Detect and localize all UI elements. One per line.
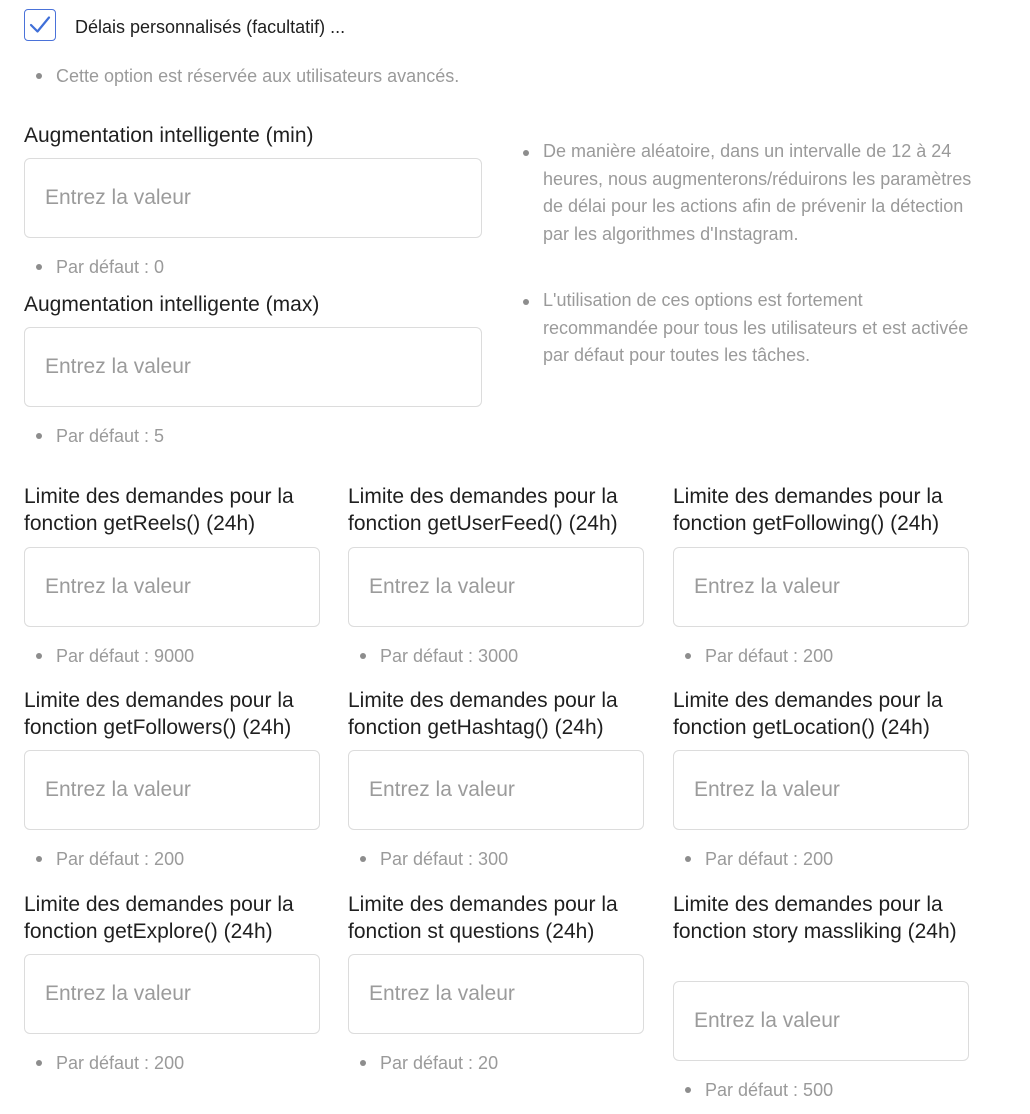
bullet-dot bbox=[685, 653, 691, 659]
bullet-dot bbox=[523, 299, 529, 305]
limit-gethashtag-input[interactable] bbox=[348, 750, 644, 830]
limit-getlocation-label: Limite des demandes pour la fonction getLocation() (24h) bbox=[673, 689, 943, 739]
bullet-dot bbox=[360, 856, 366, 862]
bullet-dot bbox=[360, 653, 366, 659]
bullet-dot bbox=[36, 653, 42, 659]
smart-increase-min-input[interactable] bbox=[24, 158, 482, 238]
checkmark-icon bbox=[29, 15, 51, 35]
bullet-dot bbox=[523, 150, 529, 156]
limit-getuserfeed-label: Limite des demandes pour la fonction getUserFeed() (24h) bbox=[348, 485, 618, 535]
bullet-dot bbox=[685, 856, 691, 862]
bullet-dot bbox=[360, 1060, 366, 1066]
bullet-dot bbox=[36, 1060, 42, 1066]
limit-getexplore-label: Limite des demandes pour la fonction getExplore() (24h) bbox=[24, 893, 294, 943]
limit-getlocation-input[interactable] bbox=[673, 750, 969, 830]
limit-getfollowing-input[interactable] bbox=[673, 547, 969, 627]
smart-increase-max-label: Augmentation intelligente (max) bbox=[24, 293, 320, 316]
smart-increase-min-label: Augmentation intelligente (min) bbox=[24, 124, 314, 147]
limit-stquestions-input[interactable] bbox=[348, 954, 644, 1034]
limit-getreels-input[interactable] bbox=[24, 547, 320, 627]
limit-gethashtag-label: Limite des demandes pour la fonction getHashtag() (24h) bbox=[348, 689, 618, 739]
limit-storymassliking-label: Limite des demandes pour la fonction story massliking (24h) bbox=[673, 893, 957, 943]
limit-getfollowers-input[interactable] bbox=[24, 750, 320, 830]
limit-stquestions-label: Limite des demandes pour la fonction st questions (24h) bbox=[348, 893, 618, 943]
limit-getuserfeed-input[interactable] bbox=[348, 547, 644, 627]
smart-increase-max-input[interactable] bbox=[24, 327, 482, 407]
bullet-dot bbox=[685, 1087, 691, 1093]
limit-getfollowers-label: Limite des demandes pour la fonction getFollowers() (24h) bbox=[24, 689, 294, 739]
bullet-dot bbox=[36, 433, 42, 439]
bullet-dot bbox=[36, 73, 42, 79]
limit-getreels-label: Limite des demandes pour la fonction getReels() (24h) bbox=[24, 485, 294, 535]
custom-delays-checkbox[interactable] bbox=[24, 9, 56, 41]
custom-delays-label[interactable]: Délais personnalisés (facultatif) ... bbox=[75, 17, 346, 37]
bullet-dot bbox=[36, 856, 42, 862]
limit-getexplore-input[interactable] bbox=[24, 954, 320, 1034]
bullet-dot bbox=[36, 264, 42, 270]
limit-storymassliking-input[interactable] bbox=[673, 981, 969, 1061]
limit-getfollowing-label: Limite des demandes pour la fonction getFollowing() (24h) bbox=[673, 485, 943, 535]
